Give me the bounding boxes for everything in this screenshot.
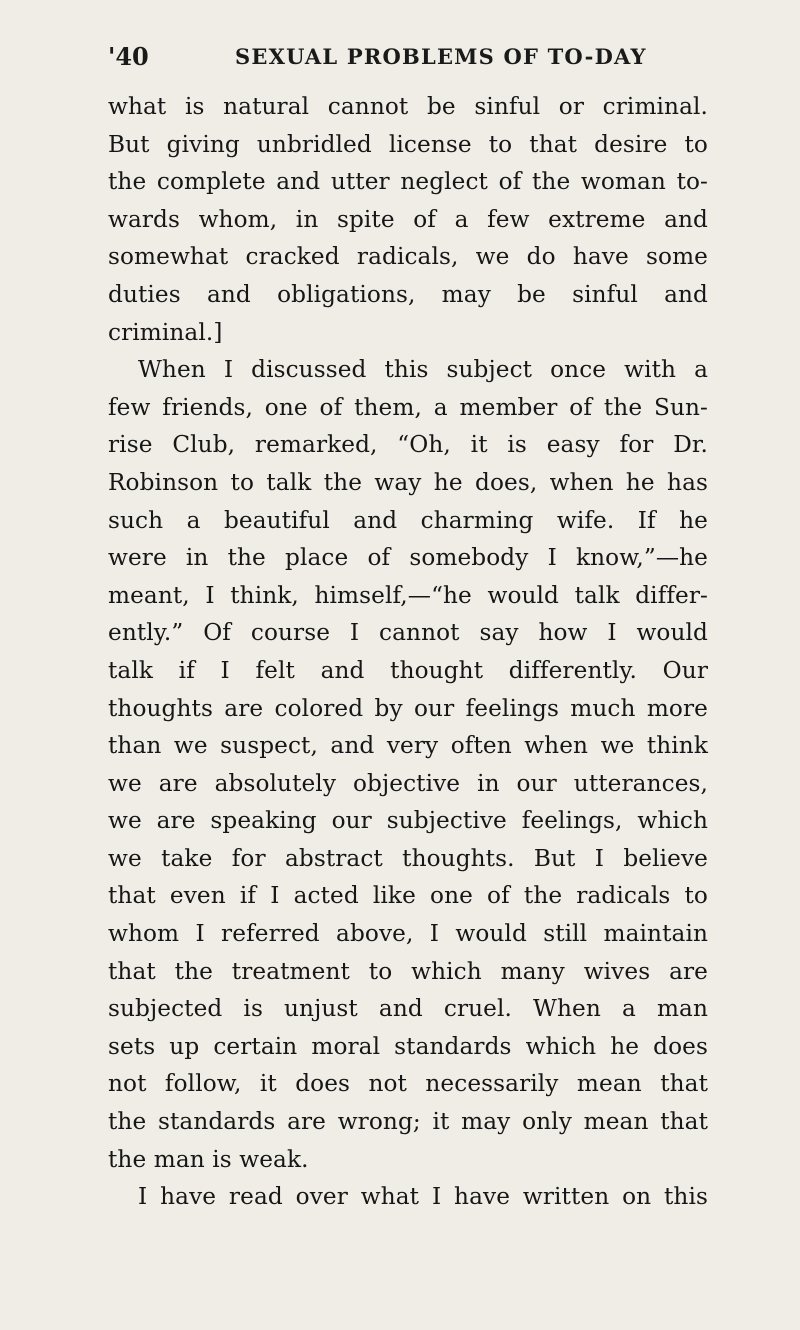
text-line: ently.” Of course I cannot say how I would [108, 619, 708, 647]
text-line: When I discussed this subject once with a [138, 356, 708, 384]
text-line: whom I referred above, I would still maintain [108, 920, 708, 948]
text-line: talk if I felt and thought differently. Our [108, 656, 708, 684]
text-line: that even if I acted like one of the radicals to [108, 882, 708, 910]
text-line: were in the place of somebody I know,”—he [108, 544, 708, 572]
text-line: wards whom, in spite of a few extreme and [108, 205, 708, 233]
text-line: than we suspect, and very often when we think [108, 732, 708, 760]
text-line: we take for abstract thoughts. But I believe [108, 844, 708, 872]
text-line: the man is weak. [108, 1145, 309, 1173]
text-line: the complete and utter neglect of the woman to- [108, 168, 708, 196]
text-line: few friends, one of them, a member of the Sun- [108, 393, 708, 421]
body-text [108, 88, 708, 1216]
text-line: I have read over what I have written on this [138, 1183, 708, 1211]
text-line: such a beautiful and charming wife. If he [108, 506, 708, 534]
text-line: what is natural cannot be sinful or criminal. [108, 93, 708, 120]
text-line: that the treatment to which many wives are [108, 957, 708, 985]
text-line: sets up certain moral standards which he does [108, 1032, 708, 1060]
text-line: criminal.] [108, 318, 223, 346]
text-line: the standards are wrong; it may only mean that [108, 1108, 708, 1136]
text-line: somewhat cracked radicals, we do have some [108, 243, 708, 271]
text-line: not follow, it does not necessarily mean that [108, 1070, 708, 1098]
text-line: Robinson to talk the way he does, when he has [108, 468, 708, 496]
text-line: we are speaking our subjective feelings, which [108, 807, 708, 835]
text-line: we are absolutely objective in our utterances, [108, 769, 708, 797]
text-line: thoughts are colored by our feelings much more [108, 694, 708, 722]
running-head: SEXUAL PROBLEMS OF TO-DAY [235, 44, 647, 69]
text-line: rise Club, remarked, “Oh, it is easy for Dr. [108, 431, 708, 459]
text-line: subjected is unjust and cruel. When a man [108, 995, 708, 1023]
text-line: duties and obligations, may be sinful and [108, 280, 708, 308]
text-line: But giving unbridled license to that desire to [108, 130, 708, 158]
text-line: meant, I think, himself,—“he would talk differ- [108, 581, 708, 609]
page-number: '40 [108, 42, 149, 71]
page-header [108, 42, 708, 72]
